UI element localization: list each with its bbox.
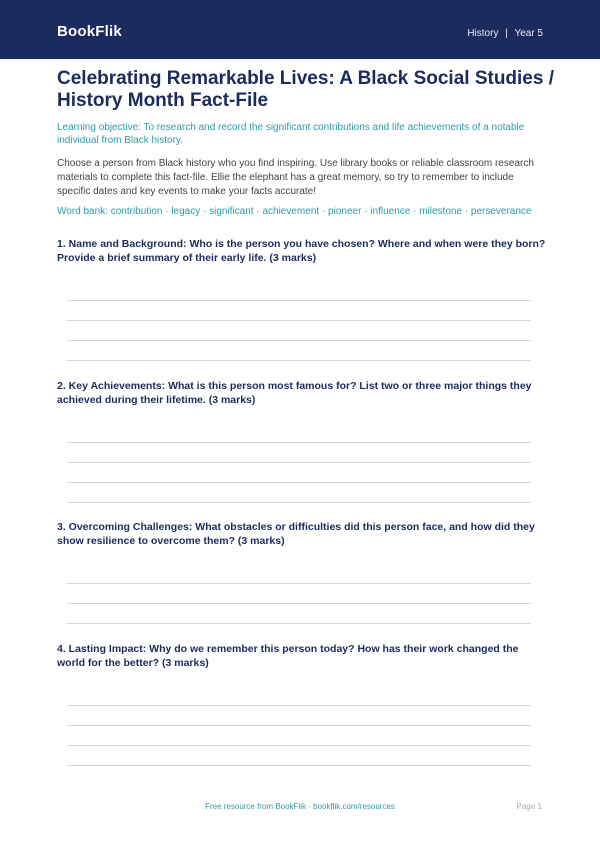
answer-line[interactable] [67,442,531,443]
answer-line[interactable] [67,603,531,604]
answer-line[interactable] [67,725,531,726]
answer-line[interactable] [67,765,531,766]
answer-line[interactable] [67,745,531,746]
answer-line[interactable] [67,320,531,321]
answer-line[interactable] [67,623,531,624]
answer-line[interactable] [67,482,531,483]
question-1: 1. Name and Background: Who is the person you have chosen? Where and when were they born? Provide a brief summary of their early life. (3 marks) [57,238,546,264]
answer-line[interactable] [67,462,531,463]
answer-line[interactable] [67,300,531,301]
answer-line[interactable] [67,360,531,361]
word-bank: Word bank: contribution · legacy · significant · achievement · pioneer · influence · milestone · perseverance [57,206,532,217]
footer-credit: Free resource from BookFlik · bookflik.com/resources [205,802,395,811]
subject-breadcrumb [467,28,543,39]
learning-objective: Learning objective: To research and record the significant contributions and life achievements of a notable individual from Black history. [57,122,525,146]
question-4: 4. Lasting Impact: Why do we remember this person today? How has their work changed the world for the better? (3 marks) [57,643,519,669]
breadcrumb-separator: | [505,28,508,39]
page-title: Celebrating Remarkable Lives: A Black Social Studies / History Month Fact-File [57,68,554,111]
intro-paragraph: Choose a person from Black history who you find inspiring. Use library books or reliable classroom research materials to complete this fact-file. Ellie the elephant has a great memory, so try to remember to include specific dates and key events to make your facts accurate! [57,158,534,197]
page-number: Page 1 [516,802,542,811]
year-label: Year 5 [514,28,543,39]
answer-line[interactable] [67,705,531,706]
answer-line[interactable] [67,340,531,341]
answer-line[interactable] [67,502,531,503]
subject-label: History [467,28,499,39]
brand-logo: BookFlik [57,23,122,40]
answer-line[interactable] [67,583,531,584]
question-3: 3. Overcoming Challenges: What obstacles or difficulties did this person face, and how did they show resilience to overcome them? (3 marks) [57,521,535,547]
page-header [0,0,600,59]
question-2: 2. Key Achievements: What is this person most famous for? List two or three major things they achieved during their lifetime. (3 marks) [57,380,532,406]
